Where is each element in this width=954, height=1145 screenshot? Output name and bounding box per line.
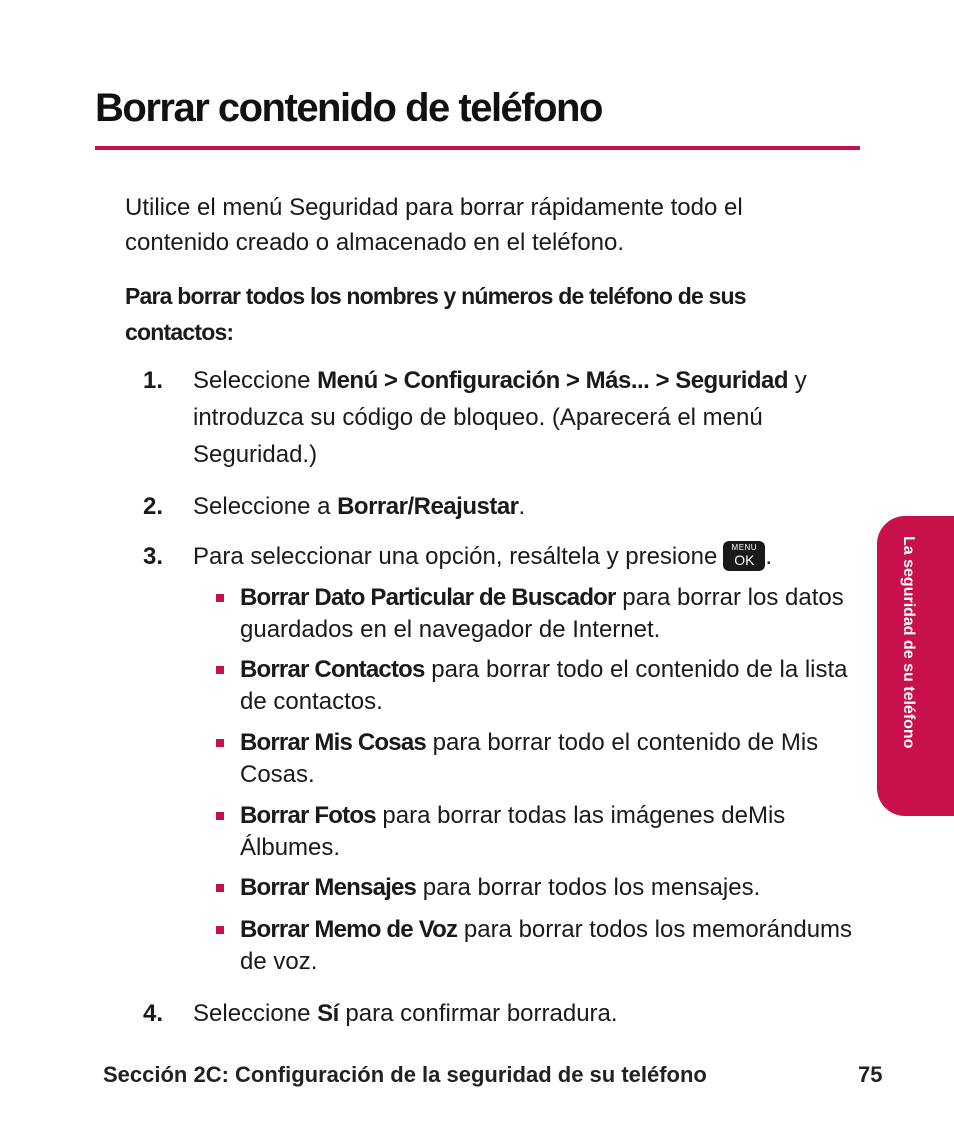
bullet-item: Borrar Fotos para borrar todas las imágenes deMis Álbumes. — [240, 800, 860, 864]
bullet-item: Borrar Dato Particular de Buscador para borrar los datos guardados en el navegador de Internet. — [240, 582, 860, 646]
section-subheading: Para borrar todos los nombres y números de teléfono de sus contactos: — [125, 283, 746, 345]
title-rule — [95, 146, 860, 150]
step-number: 4. — [143, 1000, 164, 1027]
step-text: Para seleccionar una opción, resáltela y presione MENU OK . — [193, 542, 772, 570]
step-2 — [143, 488, 858, 525]
menu-path-seguridad: Seguridad — [675, 367, 789, 394]
page-title: Borrar contenido de teléfono — [95, 86, 602, 130]
side-tab-label: La seguridad de su teléfono — [900, 536, 917, 749]
bullet-square-icon — [216, 884, 224, 892]
step-3 — [143, 538, 858, 575]
step-1 — [143, 362, 858, 473]
page-number: 75 — [858, 1062, 883, 1087]
bullet-square-icon — [216, 666, 224, 674]
bullet-square-icon — [216, 739, 224, 747]
menu-path-menu: Menú — [317, 367, 378, 394]
step-4 — [143, 995, 858, 1032]
intro-paragraph: Utilice el menú Seguridad para borrar rápidamente todo el contenido creado o almacenado en el teléfono. — [125, 194, 743, 256]
step-text: Seleccione Menú > Configuración > Más... > Seguridad y introduzca su código de bloqueo. (Aparecerá el menú Seguridad.) — [193, 367, 807, 468]
bullet-square-icon — [216, 926, 224, 934]
step-number: 3. — [143, 543, 164, 570]
bullet-square-icon — [216, 812, 224, 820]
step-number: 2. — [143, 493, 164, 520]
bullet-item: Borrar Mis Cosas para borrar todo el contenido de Mis Cosas. — [240, 727, 860, 791]
bullet-square-icon — [216, 594, 224, 602]
bullet-item: Borrar Contactos para borrar todo el contenido de la lista de contactos. — [240, 654, 860, 718]
step-number: 1. — [143, 367, 164, 394]
menu-path-mas: Más... — [585, 367, 650, 394]
menu-ok-key-icon: MENU OK — [723, 541, 765, 571]
bullet-item: Borrar Mensajes para borrar todos los mensajes. — [240, 872, 860, 904]
footer-section-title: Sección 2C: Configuración de la seguridad de su teléfono — [103, 1062, 707, 1087]
menu-path-configuracion: Configuración — [403, 367, 560, 394]
step-text: Seleccione Sí para confirmar borradura. — [193, 1000, 618, 1027]
bullet-item: Borrar Memo de Voz para borrar todos los memorándums de voz. — [240, 914, 860, 978]
step-text: Seleccione a Borrar/Reajustar. — [193, 493, 526, 520]
